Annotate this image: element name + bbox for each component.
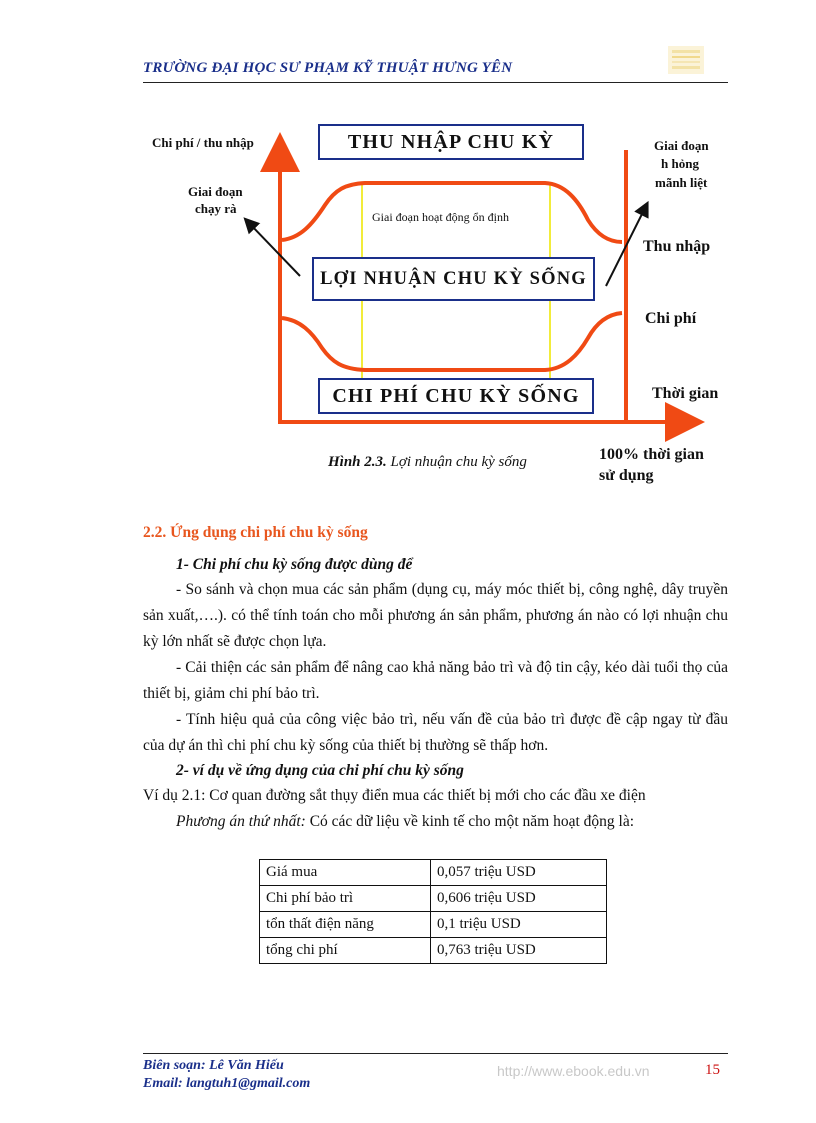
stable-phase-label: Giai đoạn hoạt động ổn định [372,210,509,224]
y-axis-label: Chi phí / thu nhập [152,135,254,150]
footer-url[interactable]: http://www.ebook.edu.vn [497,1063,650,1079]
table-cell: 0,057 triệu USD [431,860,607,886]
footer-author: Biên soạn: Lê Văn Hiếu [143,1058,284,1073]
subheading-2: 2- ví dụ về ứng dụng của chi phí chu kỳ sống [176,762,464,779]
option-line [176,813,634,831]
cost-data-table [259,859,607,964]
paragraph-improve: - Cải thiện các sản phẩm để nâng cao khả năng bảo trì và độ tin cậy, kéo dài tuổi thọ của thiết bị, giảm chi phí bảo trì. [143,659,728,702]
table-cell: 0,763 triệu USD [431,938,607,964]
break-in-arrow [249,223,300,276]
table-row [260,886,607,912]
header-title: TRƯỜNG ĐẠI HỌC SƯ PHẠM KỸ THUẬT HƯNG YÊN [143,60,513,76]
failure-label-3: mãnh liệt [655,175,708,190]
failure-label-2: h hỏng [661,156,699,171]
cost-label: Chi phí [645,310,697,327]
table-cell: tổng chi phí [260,938,431,964]
subheading-1: 1- Chi phí chu kỳ sống được dùng để [176,556,413,573]
table-cell: 0,606 triệu USD [431,886,607,912]
profit-box: LỢI NHUẬN CHU KỲ SỐNG [312,257,595,301]
footer-rule [143,1053,728,1054]
failure-label-1: Giai đoạn [654,138,709,153]
caption-text: Lợi nhuận chu kỳ sống [386,454,527,470]
cost-curve [282,313,622,370]
usage-label-1: 100% thời gian [599,446,704,463]
cost-box: CHI PHÍ CHU KỲ SỐNG [318,378,594,414]
table-cell: 0,1 triệu USD [431,912,607,938]
break-in-label-1: Giai đoạn [188,184,243,199]
table-cell: Chi phí bảo trì [260,886,431,912]
paragraph-maintenance: - Tính hiệu quả của công việc bảo trì, nếu vấn đề của bảo trì được đề cập ngay từ đầu của dự án thì chi phí chu kỳ sống của thiết bị thường sẽ thấp hơn. [143,711,728,754]
table-cell: Giá mua [260,860,431,886]
income-label: Thu nhập [643,238,711,255]
figure-caption [328,454,527,471]
option-label: Phương án thứ nhất: [176,813,306,830]
usage-label-2: sử dụng [599,467,654,484]
table-cell: tổn thất điện năng [260,912,431,938]
table-row [260,912,607,938]
table-row [260,938,607,964]
time-label: Thời gian [652,385,719,402]
page-number: 15 [705,1062,720,1078]
income-box: THU NHẬP CHU KỲ [318,124,584,160]
paragraph-compare: - So sánh và chọn mua các sản phẩm (dụng cụ, máy móc thiết bị, công nghệ, dây truyền sản xuất,….). có thể tính toán cho mỗi phương án sản phẩm, phương án nào có lợi nhuận chu kỳ lớn nhất sẽ được chọn lựa. [143,581,728,650]
option-text: Có các dữ liệu về kinh tế cho một năm hoạt động là: [305,813,635,830]
caption-number: Hình 2.3. [328,454,387,470]
section-title: 2.2. Ứng dụng chi phí chu kỳ sống [143,524,368,541]
break-in-label-2: chạy rà [195,201,237,216]
table-row [260,860,607,886]
footer-email: Email: langtuh1@gmail.com [143,1076,311,1091]
example-line: Ví dụ 2.1: Cơ quan đường sắt thụy điển mua các thiết bị mới cho các đầu xe điện [143,787,646,804]
